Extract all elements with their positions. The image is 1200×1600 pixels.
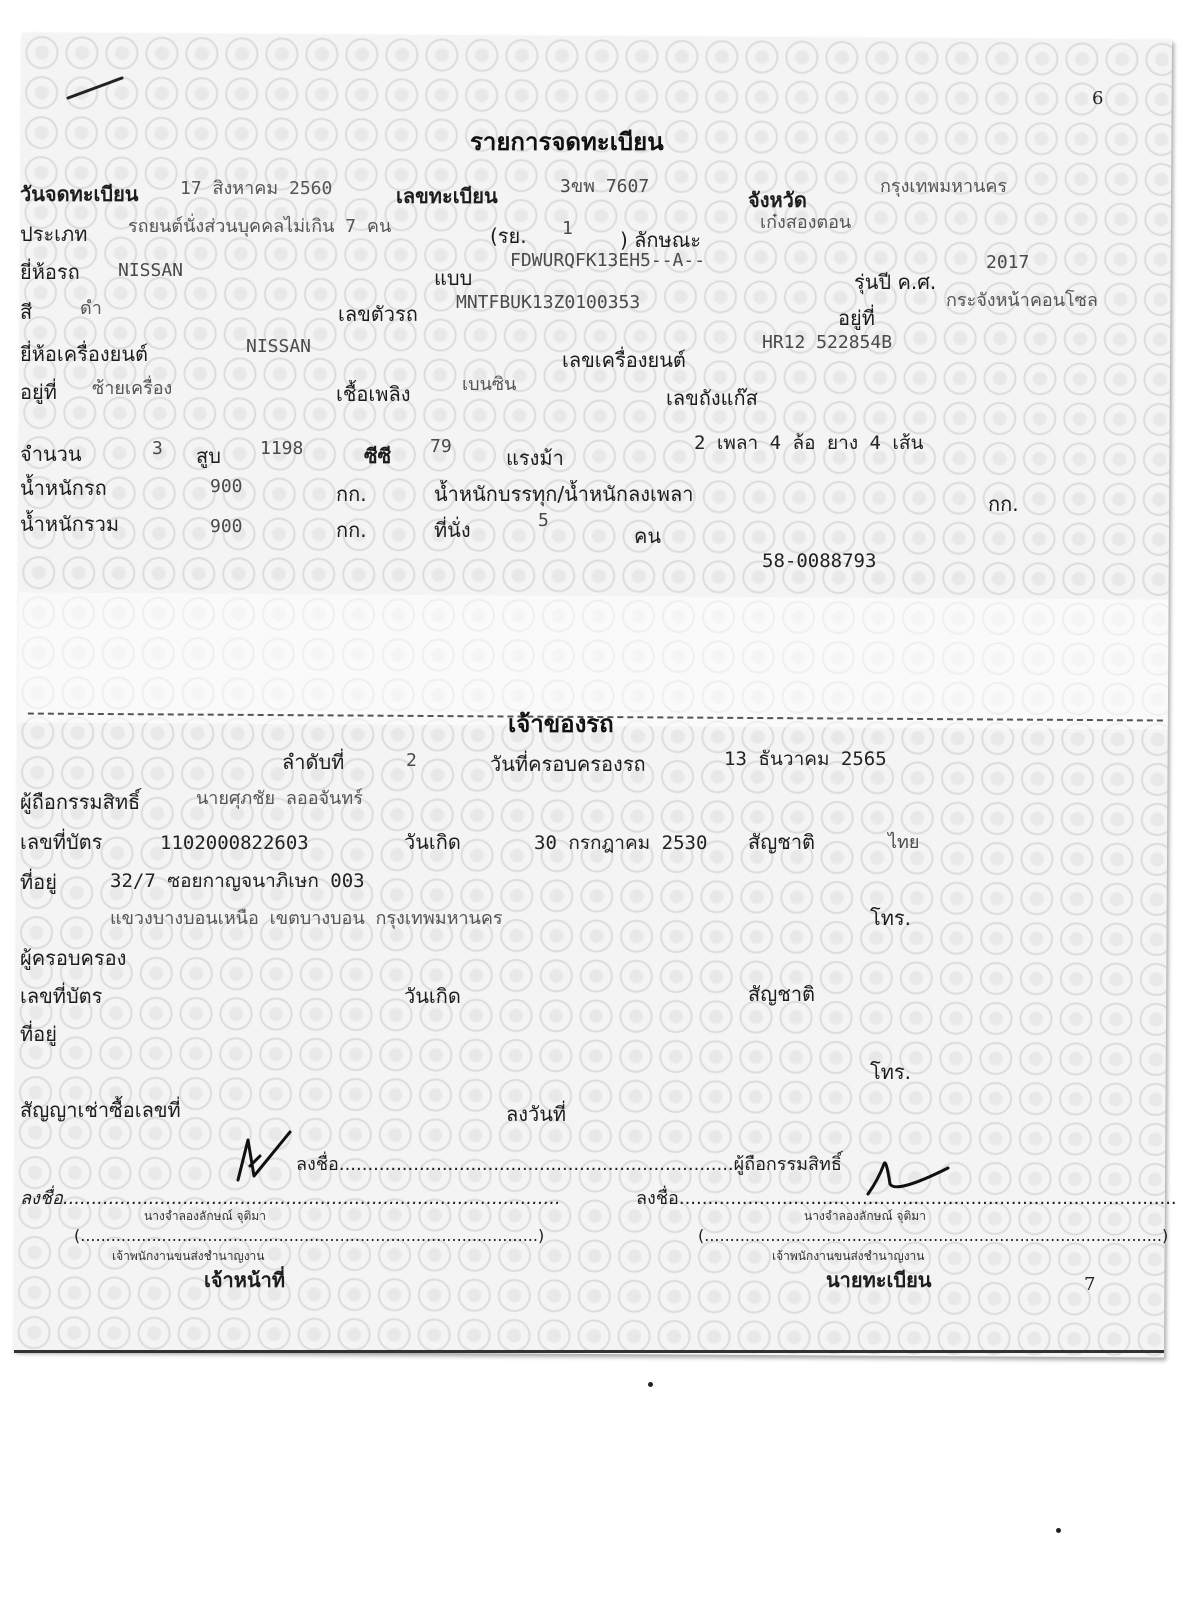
lease-label: สัญญาเช่าซื้อเลขที่ [20,1098,181,1122]
holder-id-label: เลขที่บัตร [20,984,103,1008]
fuel-value: เบนซิน [462,374,517,395]
holder-address-label: ที่อยู่ [20,1022,57,1046]
registrar-sign-line: ลงชื่อ....................................................................................... [636,1188,1177,1209]
hp-label: แรงม้า [506,446,564,470]
order-label: ลำดับที่ [282,750,345,774]
holder-label: ผู้ครอบครอง [20,946,127,970]
nationality-label: สัญชาติ [748,830,816,854]
serial-number: 58-0088793 [762,550,877,572]
registration-title: รายการจดทะเบียน [470,128,664,156]
officer-paren-line: (..........................................................................................) [74,1226,545,1245]
seats-unit: คน [634,524,662,548]
pen-mark [66,74,126,104]
owner-value: นายศุภชัย ลออจันทร์ [196,788,363,809]
birth-label: วันเกิด [404,830,461,854]
cc-label: ซีซี [364,444,392,468]
officer-name-stamp: นางจำลองลักษณ์ จุติมา [144,1209,266,1223]
load-unit: กก. [988,492,1019,516]
gross-weight-unit: กก. [336,518,367,542]
axles-value: 2 เพลา 4 ล้อ ยาง 4 เส้น [694,432,924,454]
speck [1056,1528,1061,1533]
nationality-value: ไทย [888,832,920,853]
model-year-value: 2017 [986,252,1030,273]
speck [648,1382,653,1387]
address-label: ที่อยู่ [20,870,57,894]
registrar-role: นายทะเบียน [826,1268,932,1292]
registrar-name-stamp: นางจำลองลักษณ์ จุติมา [804,1209,926,1223]
ry-value: 1 [562,218,573,239]
chassis-label: เลขตัวรถ [338,302,418,326]
color-label: สี [20,300,33,324]
seats-label: ที่นั่ง [434,518,471,542]
reg-no-label: เลขทะเบียน [396,184,498,208]
id-value: 1102000822603 [160,832,309,854]
cc-value: 1198 [260,438,304,459]
cylinders-label: จำนวน [20,442,82,466]
reg-no-value: 3ขพ 7607 [560,176,650,197]
id-label: เลขที่บัตร [20,830,103,854]
engine-brand-label: ยี่ห้อเครื่องยนต์ [20,342,149,366]
owner-label: ผู้ถือกรรมสิทธิ์ [20,790,141,814]
weight-label: น้ำหนักรถ [20,476,107,500]
weight-unit: กก. [336,482,367,506]
gross-weight-value: 900 [210,516,243,537]
page-number-top: 6 [1092,88,1104,109]
ry-label: (รย. [490,224,527,248]
chassis-loc-label: อยู่ที่ [838,306,875,330]
engine-no-label: เลขเครื่องยนต์ [562,348,686,372]
hp-value: 79 [430,436,452,457]
chassis-value: MNTFBUK13Z0100353 [456,292,641,313]
load-label: น้ำหนักบรรทุก/น้ำหนักลงเพลา [434,482,694,506]
registrar-position-stamp: เจ้าพนักงานขนส่งชำนาญงาน [772,1249,925,1263]
birth-value: 30 กรกฎาคม 2530 [534,832,708,854]
province-value: กรุงเทพมหานคร [880,176,1008,197]
possession-label: วันที่ครอบครองรถ [490,752,646,776]
holder-tel-label: โทร. [870,1060,912,1084]
gross-weight-label: น้ำหนักรวม [20,512,120,536]
cylinders-unit: สูบ [196,444,221,468]
signed-date-label: ลงวันที่ [506,1102,567,1126]
seats-value: 5 [538,510,549,531]
engine-no-value: HR12 522854B [762,332,893,353]
paper-bottom-edge [14,1350,1164,1353]
character-value: เก๋งสองตอน [760,212,852,233]
province-label: จังหวัด [748,188,807,212]
officer-sign-line: ลงชื่อ....................................................................................... [20,1188,561,1209]
reg-date-value: 17 สิงหาคม 2560 [180,178,333,199]
officer-position-stamp: เจ้าพนักงานขนส่งชำนาญงาน [112,1249,265,1263]
registrar-paren-line: (..........................................................................................) [698,1226,1169,1245]
character-label: ) ลักษณะ [620,228,702,252]
engine-loc-value: ซ้ายเครื่อง [92,378,173,399]
engine-brand-value: NISSAN [246,336,312,357]
possession-value: 13 ธันวาคม 2565 [724,748,887,770]
color-value: ดำ [80,298,102,319]
officer-role: เจ้าหน้าที่ [204,1268,286,1292]
type-label: ประเภท [20,222,88,246]
fuel-label: เชื้อเพลิง [336,382,411,406]
owner-sign-line: ลงชื่อ.....................................................................ผู้ถือกรรมสิทธิ์ [296,1154,842,1175]
model-year-label: รุ่นปี ค.ศ. [854,270,937,294]
address-line-2: แขวงบางบอนเหนือ เขตบางบอน กรุงเทพมหานคร [110,908,503,929]
page-number-bottom: 7 [1084,1274,1096,1295]
owner-title: เจ้าของรถ [508,710,614,738]
cylinders-value: 3 [152,438,163,459]
reg-date-label: วันจดทะเบียน [20,182,139,206]
holder-nationality-label: สัญชาติ [748,982,816,1006]
order-value: 2 [406,750,417,771]
holder-birth-label: วันเกิด [404,984,461,1008]
chassis-loc-value: กระจังหน้าคอนโซล [946,290,1098,311]
weight-value: 900 [210,476,243,497]
brand-label: ยี่ห้อรถ [20,260,80,284]
address-line-1: 32/7 ซอยกาญจนาภิเษก 003 [110,870,365,892]
gas-tank-label: เลขถังแก๊ส [666,386,758,410]
engine-loc-label: อยู่ที่ [20,380,57,404]
model-value: FDWURQFK13EH5--A-- [510,250,706,271]
type-value: รถยนต์นั่งส่วนบุคคลไม่เกิน 7 คน [128,216,392,237]
tel-label: โทร. [870,906,912,930]
brand-value: NISSAN [118,260,184,281]
paper-fold-band [18,592,1169,729]
model-label: แบบ [434,266,473,290]
